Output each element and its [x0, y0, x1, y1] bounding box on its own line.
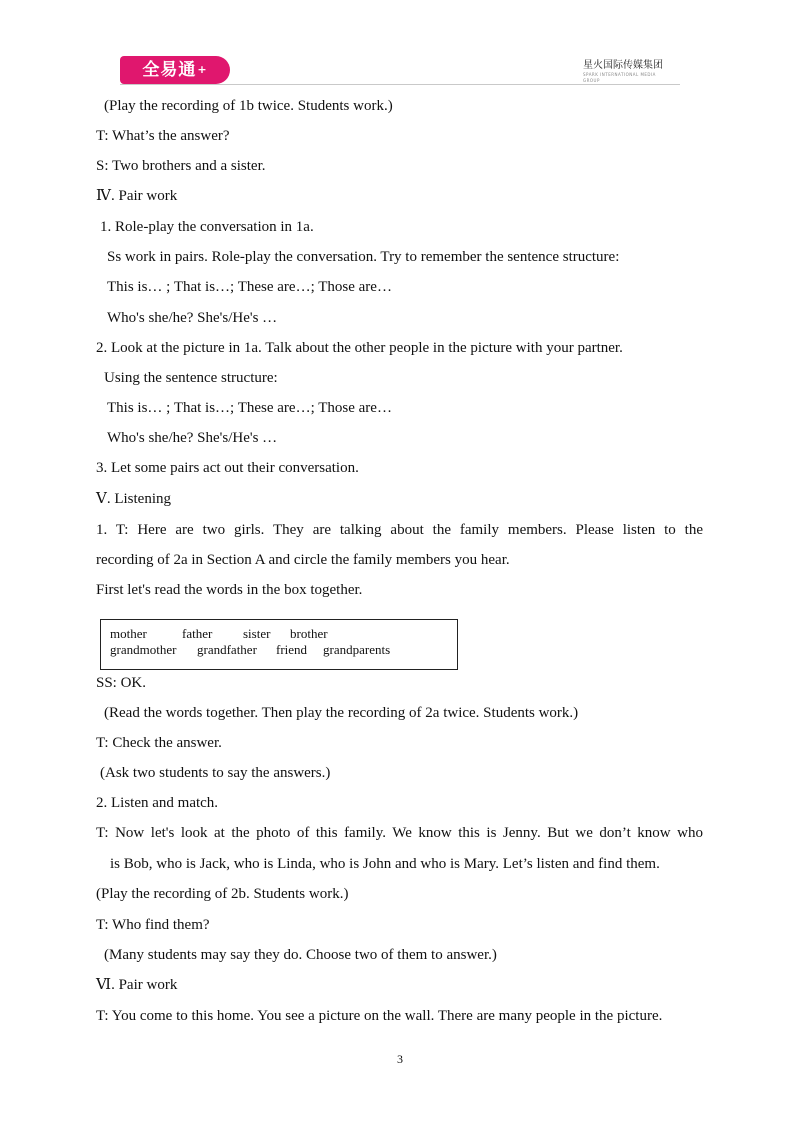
text-line: (Many students may say they do. Choose two of them to answer.)	[104, 947, 497, 963]
word-item: grandparents	[323, 642, 391, 657]
text-line: Using the sentence structure:	[104, 370, 278, 386]
text-line: This is… ; That is…; These are…; Those are…	[107, 279, 392, 295]
section-heading: Ⅳ. Pair work	[96, 188, 178, 204]
text-line: SS: OK.	[96, 675, 147, 691]
section-heading: Ⅴ. Listening	[96, 491, 171, 507]
text-line: T: Check the answer.	[96, 735, 222, 751]
text-line: 2. Look at the picture in 1a. Talk about the other people in the picture with your partner.	[96, 340, 623, 356]
header-divider	[120, 84, 680, 85]
text-line: (Play the recording of 2b. Students work.)	[96, 886, 349, 902]
text-line: T: Now let's look at the photo of this family. We know this is Jenny. But we don’t know who	[96, 825, 703, 841]
page-number: 3	[397, 1052, 403, 1066]
word-item: grandmother	[110, 642, 177, 657]
brand-mark	[583, 60, 673, 84]
text-line: is Bob, who is Jack, who is Linda, who is John and who is Mary. Let’s listen and find them.	[110, 856, 660, 872]
text-line: (Read the words together. Then play the recording of 2a twice. Students work.)	[104, 705, 579, 721]
text-line: T: You come to this home. You see a picture on the wall. There are many people in the picture.	[96, 1008, 663, 1024]
section-heading: Ⅵ. Pair work	[96, 977, 178, 993]
text-line: 1. Role-play the conversation in 1a.	[100, 219, 314, 235]
text-line: S: Two brothers and a sister.	[96, 158, 266, 174]
page-header	[0, 0, 800, 90]
text-line: First let's read the words in the box together.	[96, 582, 363, 598]
brand-name-cn: 星火国际传媒集团	[583, 60, 663, 71]
logo-text: 全易通	[142, 60, 197, 80]
text-line: T: Who find them?	[96, 917, 210, 933]
text-line: (Play the recording of 1b twice. Students work.)	[104, 98, 393, 114]
text-line: 1. T: Here are two girls. They are talking about the family members. Please listen to the	[96, 522, 703, 538]
word-item: father	[182, 626, 213, 641]
text-line: Who's she/he? She's/He's …	[107, 310, 278, 326]
text-line: (Ask two students to say the answers.)	[100, 765, 331, 781]
word-item: brother	[290, 626, 328, 641]
text-line: 2. Listen and match.	[96, 795, 219, 811]
text-line: Ss work in pairs. Role-play the conversation. Try to remember the sentence structure:	[107, 249, 620, 265]
word-item: mother	[110, 626, 147, 641]
text-line: recording of 2a in Section A and circle the family members you hear.	[96, 552, 510, 568]
logo-plus: +	[197, 63, 208, 76]
word-item: grandfather	[197, 642, 257, 657]
publisher-logo	[120, 56, 230, 84]
word-item: sister	[243, 626, 271, 641]
word-item: friend	[276, 642, 308, 657]
brand-name-en: SPARK INTERNATIONAL MEDIA GROUP	[583, 72, 656, 83]
text-line: T: What’s the answer?	[96, 128, 230, 144]
text-line: This is… ; That is…; These are…; Those are…	[107, 400, 392, 416]
word-box	[100, 619, 458, 670]
text-line: 3. Let some pairs act out their conversation.	[96, 460, 359, 476]
text-line: Who's she/he? She's/He's …	[107, 430, 278, 446]
